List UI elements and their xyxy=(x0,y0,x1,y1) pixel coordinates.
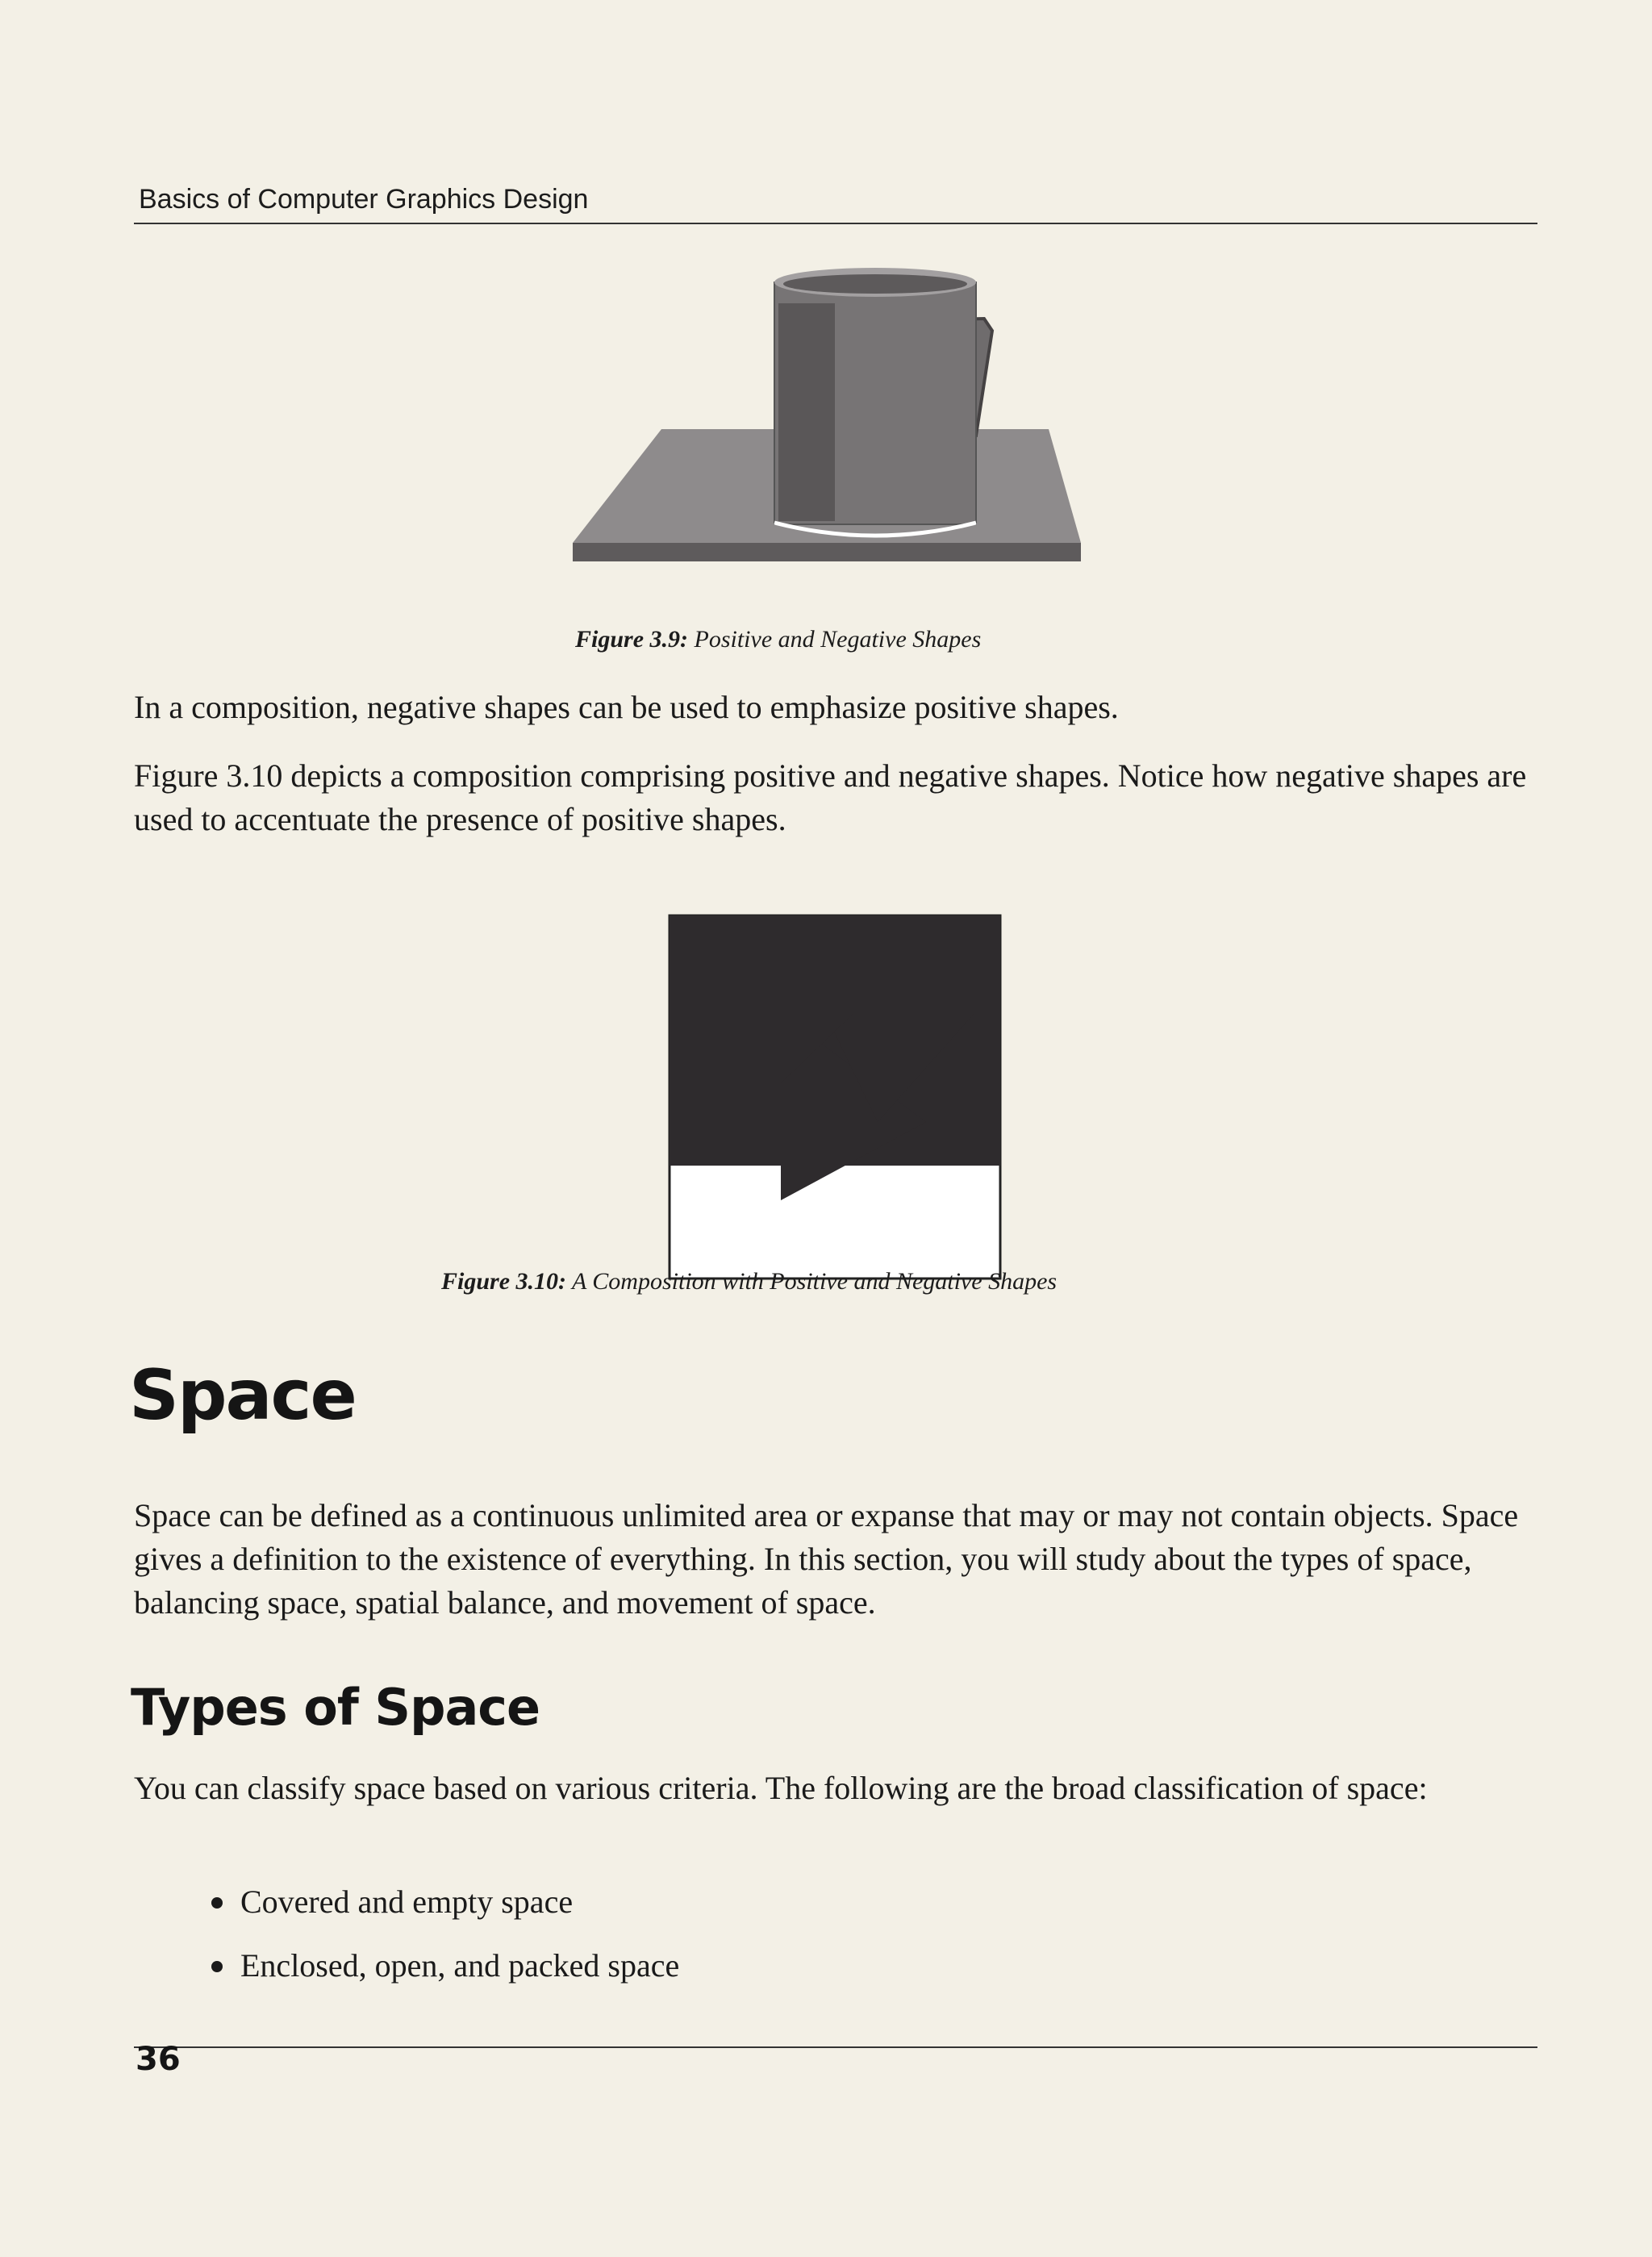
bullet-item xyxy=(211,1883,573,1921)
figure-3-9-label: Figure 3.9: xyxy=(575,626,689,653)
running-header: Basics of Computer Graphics Design xyxy=(139,184,589,215)
mug-body-front xyxy=(778,303,835,521)
paragraph-space-definition: Space can be defined as a continuous unlimited area or expanse that may or may not contain objects. Space gives a definition to the existence of everything. In this section, you will study about the types of space, balancing space, spatial balance, and movement of space. xyxy=(134,1497,1519,1621)
figure-3-9-caption-text: Positive and Negative Shapes xyxy=(694,626,982,653)
figure-3-10-caption xyxy=(441,1268,1057,1295)
saucer-edge xyxy=(573,543,1081,561)
mug-inner xyxy=(783,274,967,294)
paragraph-figure-3-10-intro: Figure 3.10 depicts a composition comprising positive and negative shapes. Notice how negative shapes are used to accentuate the presence of positive shapes. xyxy=(134,757,1527,837)
header-rule xyxy=(134,223,1537,224)
page-number: 36 xyxy=(136,2041,181,2078)
bullet-dot-icon xyxy=(211,1961,223,1972)
figure-3-10-composition xyxy=(668,914,1003,1281)
bullet-item xyxy=(211,1946,679,1984)
heading-space: Space xyxy=(129,1355,356,1436)
figure-3-10-label: Figure 3.10: xyxy=(441,1268,567,1295)
footer-rule xyxy=(134,2046,1537,2048)
paragraph-emphasize: In a composition, negative shapes can be used to emphasize positive shapes. xyxy=(134,689,1119,725)
paragraph-types-intro: You can classify space based on various criteria. The following are the broad classification of space: xyxy=(134,1770,1428,1806)
bullet-dot-icon xyxy=(211,1897,223,1909)
heading-types-of-space: Types of Space xyxy=(131,1678,540,1737)
figure-3-9-caption xyxy=(575,626,981,653)
figure-3-9-mug-illustration xyxy=(565,266,1097,605)
figure-3-10-caption-text: A Composition with Positive and Negative Shapes xyxy=(571,1268,1058,1295)
bullet-text: Enclosed, open, and packed space xyxy=(240,1947,680,1984)
bullet-text: Covered and empty space xyxy=(240,1884,574,1920)
